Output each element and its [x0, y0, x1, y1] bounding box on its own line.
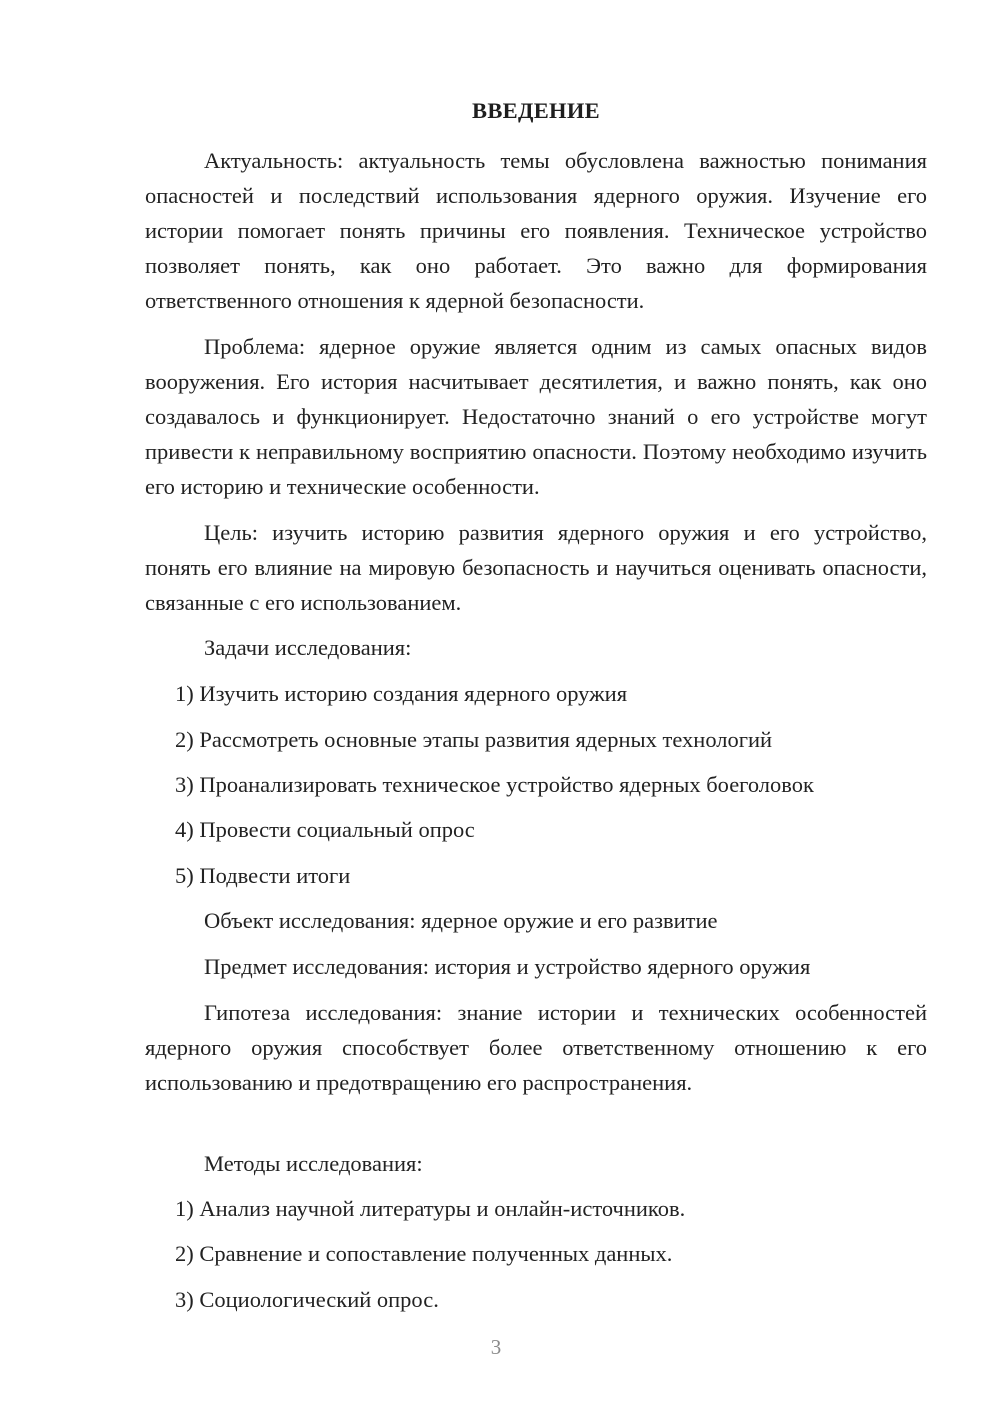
method-item-2: 2) Сравнение и сопоставление полученных данных. [175, 1241, 673, 1266]
page-number: 3 [490, 1335, 502, 1359]
research-object: Объект исследования: ядерное оружие и его развитие [204, 908, 718, 933]
methods-heading: Методы исследования: [204, 1151, 423, 1176]
paragraph-relevance: Актуальность: актуальность темы обусловлена важностью понимания опасностей и последствий использования ядерного оружия. Изучение его истории помогает понять причины его появления. Техническое устройство позволяет понять, как оно работает. Это важно для формирования ответственного отношения к ядерной безопасности. [145, 148, 927, 313]
task-item-4: 4) Провести социальный опрос [175, 817, 475, 842]
research-subject: Предмет исследования: история и устройство ядерного оружия [204, 954, 811, 979]
paragraph-problem: Проблема: ядерное оружие является одним из самых опасных видов вооружения. Его история насчитывает десятилетия, и важно понять, как оно создавалось и функционирует. Недостаточно знаний о его устройстве могут привести к неправильному восприятию опасности. Поэтому необходимо изучить его историю и технические особенности. [145, 334, 927, 499]
method-item-3: 3) Социологический опрос. [175, 1287, 439, 1312]
task-item-2: 2) Рассмотреть основные этапы развития ядерных технологий [175, 727, 773, 752]
task-item-3: 3) Проанализировать техническое устройство ядерных боеголовок [175, 772, 814, 797]
tasks-heading: Задачи исследования: [204, 635, 412, 660]
paragraph-goal: Цель: изучить историю развития ядерного оружия и его устройство, понять его влияние на мировую безопасность и научиться оценивать опасности, связанные с его использованием. [145, 520, 927, 615]
paragraph-hypothesis: Гипотеза исследования: знание истории и технических особенностей ядерного оружия способствует более ответственному отношению к его использованию и предотвращению его распространения. [145, 1000, 927, 1095]
task-item-5: 5) Подвести итоги [175, 863, 351, 888]
page-title: ВВЕДЕНИЕ [472, 98, 600, 123]
method-item-1: 1) Анализ научной литературы и онлайн-источников. [175, 1196, 686, 1221]
task-item-1: 1) Изучить историю создания ядерного оружия [175, 681, 628, 706]
